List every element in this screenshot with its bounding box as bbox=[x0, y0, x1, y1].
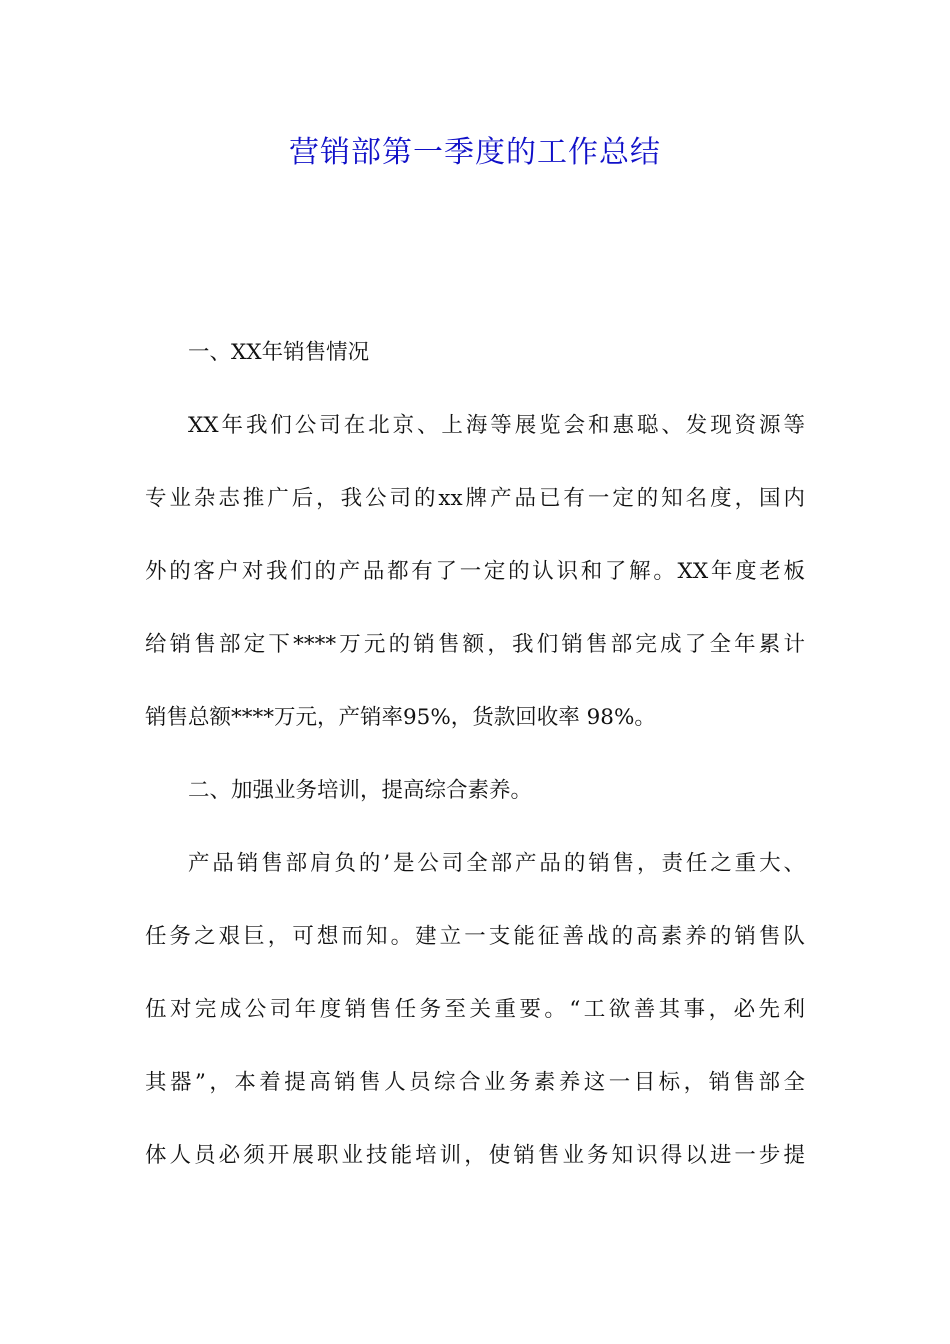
section-heading-2: 二、加强业务培训，提高综合素养。 bbox=[188, 778, 533, 803]
paragraph-1-line-2: 专业杂志推广后，我公司的xx牌产品已有一定的知名度，国内 bbox=[145, 486, 805, 511]
paragraph-2-line-2: 任务之艰巨，可想而知。建立一支能征善战的高素养的销售队 bbox=[145, 924, 805, 949]
paragraph-1-line-3: 外的客户对我们的产品都有了一定的认识和了解。XX年度老板 bbox=[145, 559, 805, 584]
section-heading-1: 一、XX年销售情况 bbox=[188, 340, 370, 365]
paragraph-1-line-5: 销售总额****万元，产销率95%，货款回收率 98%。 bbox=[145, 705, 656, 730]
paragraph-2-line-1: 产品销售部肩负的’是公司全部产品的销售，责任之重大、 bbox=[188, 851, 805, 876]
paragraph-2-line-4: 其器”，本着提高销售人员综合业务素养这一目标，销售部全 bbox=[145, 1070, 805, 1095]
document-body bbox=[145, 335, 805, 1211]
document-title: 营销部第一季度的工作总结 bbox=[289, 135, 661, 170]
paragraph-2-line-3: 伍对完成公司年度销售任务至关重要。“工欲善其事，必先利 bbox=[145, 997, 805, 1022]
paragraph-2-line-5: 体人员必须开展职业技能培训，使销售业务知识得以进一步提 bbox=[145, 1143, 805, 1168]
paragraph-1-line-1: XX年我们公司在北京、上海等展览会和惠聪、发现资源等 bbox=[188, 413, 805, 438]
paragraph-1-line-4: 给销售部定下****万元的销售额，我们销售部完成了全年累计 bbox=[145, 632, 805, 657]
